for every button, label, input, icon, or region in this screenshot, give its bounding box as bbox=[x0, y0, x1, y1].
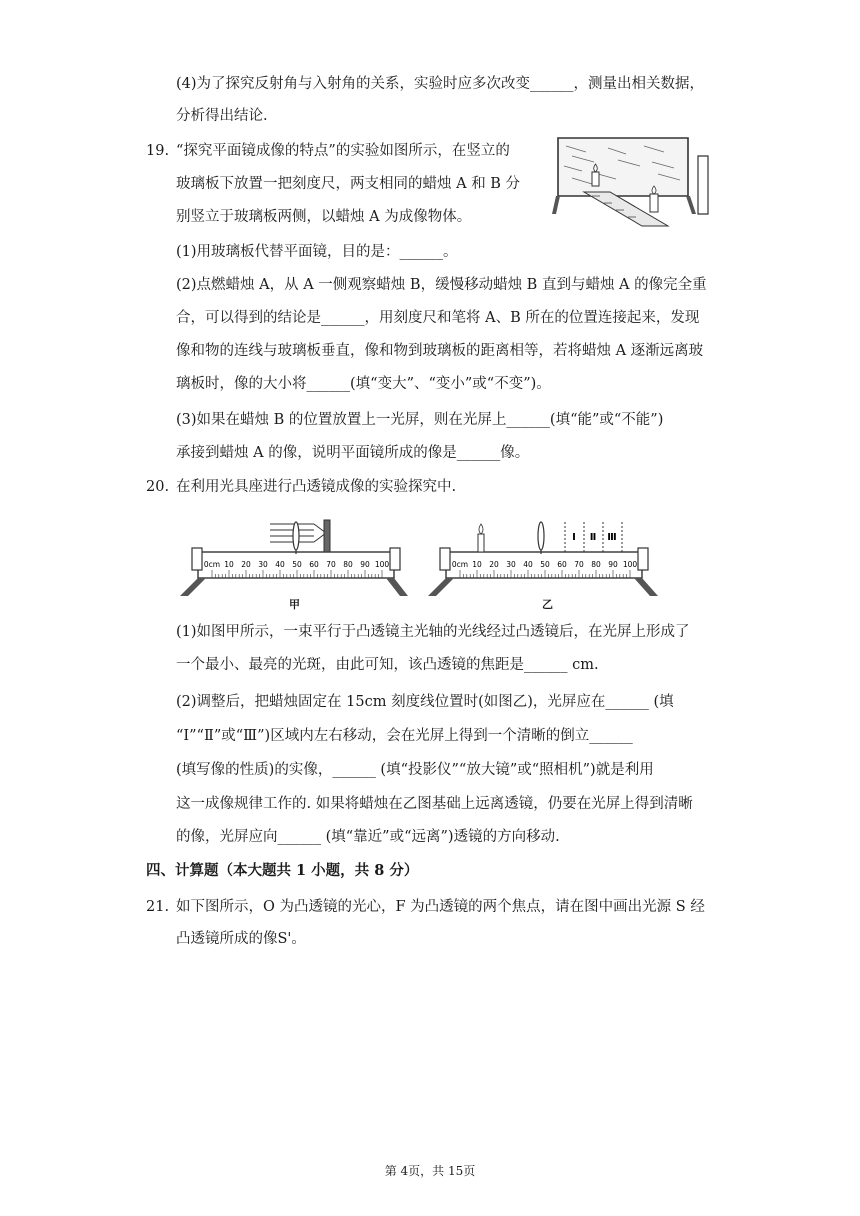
figure-b-caption: 乙 bbox=[542, 598, 553, 611]
q19-part2-line4: 璃板时，像的大小将______(填“变大”、“变小”或“不变”)。 bbox=[176, 376, 551, 392]
q20-number: 20. bbox=[146, 479, 170, 495]
q19-part1: (1)用玻璃板代替平面镜，目的是：______。 bbox=[176, 244, 458, 260]
q20-stem: 在利用光具座进行凸透镜成像的实验探究中. bbox=[176, 479, 457, 495]
ruler-label: 100 bbox=[374, 560, 390, 569]
ruler-label: 10 bbox=[472, 560, 482, 569]
ruler-label: 40 bbox=[523, 560, 533, 569]
ruler-label: 100 bbox=[622, 560, 638, 569]
q21-line2: 凸透镜所成的像S'。 bbox=[176, 931, 306, 947]
q20-part2-line3: (填写像的性质)的实像，______ (填“投影仪”“放大镜”或“照相机”)就是利用 bbox=[176, 762, 654, 778]
ruler-label: 80 bbox=[591, 560, 601, 569]
ruler-label: 20 bbox=[489, 560, 499, 569]
q20-part2-line2: “Ⅰ”“Ⅱ”或“Ⅲ”)区域内左右移动，会在光屏上得到一个清晰的倒立______ bbox=[176, 728, 633, 744]
ruler-label: 10 bbox=[224, 560, 234, 569]
q19-part2-line1: (2)点燃蜡烛 A，从 A 一侧观察蜡烛 B，缓慢移动蜡烛 B 直到与蜡烛 A 的像完全重 bbox=[176, 277, 707, 293]
q20-part1-line1: (1)如图甲所示，一束平行于凸透镜主光轴的光线经过凸透镜后，在光屏上形成了 bbox=[176, 624, 690, 640]
ruler-label: 70 bbox=[326, 560, 336, 569]
q19-part2-line3: 像和物的连线与玻璃板垂直，像和物到玻璃板的距离相等，若将蜡烛 A 逐渐远离玻 bbox=[176, 343, 704, 359]
q19-stem-line2: 玻璃板下放置一把刻度尺，两支相同的蜡烛 A 和 B 分 bbox=[176, 176, 521, 192]
ruler-label: 90 bbox=[360, 560, 370, 569]
section-heading: 四、计算题（本大题共 1 小题，共 8 分） bbox=[146, 862, 419, 879]
q19-stem-line3: 别竖立于玻璃板两侧，以蜡烛 A 为成像物体。 bbox=[176, 209, 472, 225]
q19-part2-line2: 合，可以得到的结论是______，用刻度尺和笔将 A、B 所在的位置连接起来，发现 bbox=[176, 310, 700, 326]
ruler-label: 60 bbox=[557, 560, 567, 569]
plane-mirror-illustration bbox=[548, 134, 716, 234]
q21-line1: 如下图所示，O 为凸透镜的光心，F 为凸透镜的两个焦点，请在图中画出光源 S 经 bbox=[176, 899, 705, 915]
q20-part2-line5: 的像，光屏应向______ (填“靠近”或“远离”)透镜的方向移动. bbox=[176, 829, 560, 845]
region-II-label: Ⅱ bbox=[589, 532, 597, 543]
ruler-label: 50 bbox=[292, 560, 302, 569]
ruler-label: 80 bbox=[343, 560, 353, 569]
q21-number: 21. bbox=[146, 899, 170, 915]
ruler-label: 60 bbox=[309, 560, 319, 569]
q20-part1-line2: 一个最小、最亮的光斑，由此可知，该凸透镜的焦距是______ cm. bbox=[176, 657, 599, 673]
ruler-label: 0cm bbox=[451, 560, 469, 569]
q19-number: 19. bbox=[146, 143, 170, 159]
region-I-label: Ⅰ bbox=[572, 532, 576, 543]
q19-stem-line1: “探究平面镜成像的特点”的实验如图所示，在竖立的 bbox=[176, 143, 510, 159]
ruler-label: 40 bbox=[275, 560, 285, 569]
plane-mirror-figure bbox=[548, 134, 716, 234]
ruler-label: 20 bbox=[241, 560, 251, 569]
q18-part4-line2: 分析得出结论. bbox=[176, 108, 268, 124]
ruler-label: 30 bbox=[506, 560, 516, 569]
ruler-label: 90 bbox=[608, 560, 618, 569]
page-footer: 第 4页，共 15页 bbox=[384, 1164, 476, 1178]
ruler-label: 0cm bbox=[203, 560, 221, 569]
q20-part2-line4: 这一成像规律工作的. 如果将蜡烛在乙图基础上远离透镜，仍要在光屏上得到清晰 bbox=[176, 796, 693, 812]
ruler-label: 30 bbox=[258, 560, 268, 569]
q18-part4-line1: (4)为了探究反射角与入射角的关系，实验时应多次改变______，测量出相关数据， bbox=[176, 76, 705, 92]
ruler-label: 70 bbox=[574, 560, 584, 569]
q19-part3-line2: 承接到蜡烛 A 的像，说明平面镜所成的像是______像。 bbox=[176, 445, 530, 461]
ruler-label: 50 bbox=[540, 560, 550, 569]
q19-part3-line1: (3)如果在蜡烛 B 的位置放置上一光屏，则在光屏上______(填“能”或“不能”) bbox=[176, 412, 664, 428]
q20-part2-line1: (2)调整后，把蜡烛固定在 15cm 刻度线位置时(如图乙)，光屏应在______ (填 bbox=[176, 694, 674, 710]
region-III-label: Ⅲ bbox=[607, 532, 617, 543]
figure-a-caption: 甲 bbox=[289, 598, 300, 611]
